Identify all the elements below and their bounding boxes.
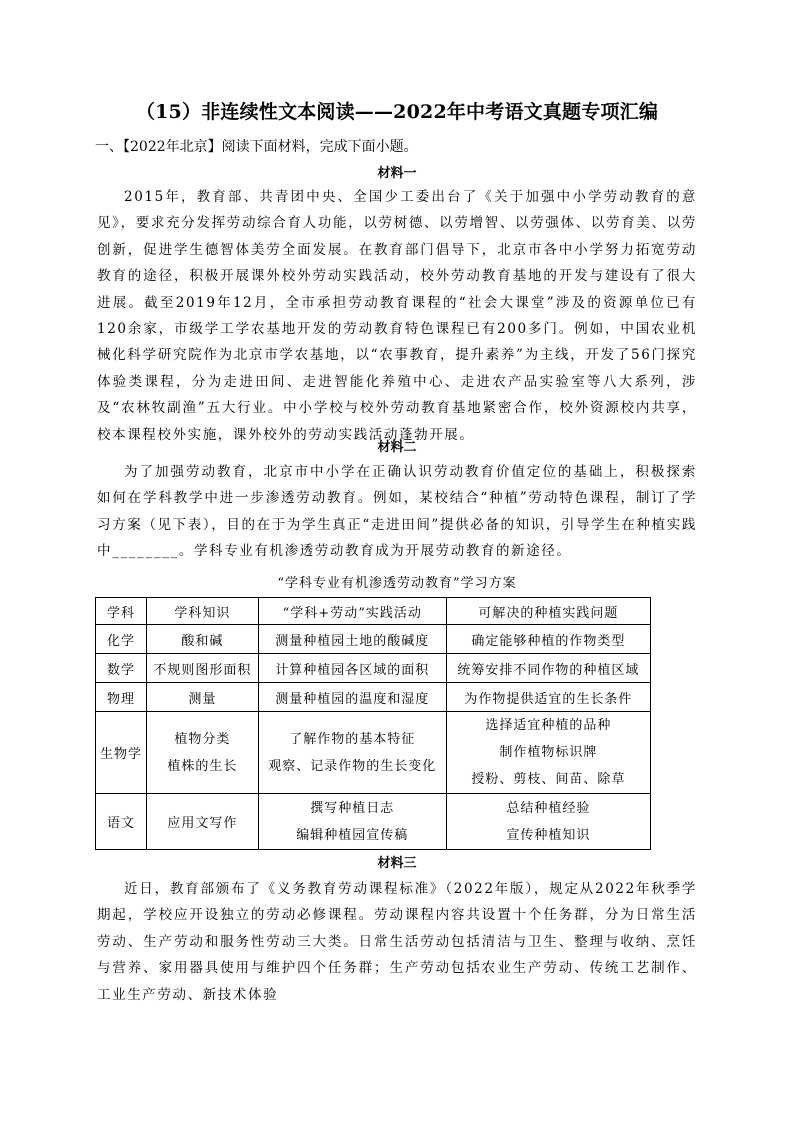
knowledge-cell: 应用文写作 xyxy=(146,794,258,850)
material-1-heading: 材料一 xyxy=(377,166,417,181)
knowledge-line: 植物分类 xyxy=(174,731,231,747)
activity-cell xyxy=(258,712,446,794)
activity-line: 了解作物的基本特征 xyxy=(289,731,416,747)
knowledge-cell: 不规则图形面积 xyxy=(146,654,258,683)
table-row xyxy=(96,794,651,850)
table-row xyxy=(96,712,651,794)
table-row xyxy=(96,654,651,683)
header-cell: 可解决的种植实践问题 xyxy=(446,598,650,625)
problem-cell: 确定能够种植的作物类型 xyxy=(446,625,650,654)
subject-cell: 化学 xyxy=(96,625,147,654)
table-row xyxy=(96,683,651,712)
material-3-text: 近日，教育部颁布了《义务教育劳动课程标准》（2022年版），规定从2022年秋季学期起，学校应开设独立的劳动必修课程。劳动课程内容共设置十个任务群，分为日常生活劳动、生产劳动和服务性劳动三大类。日常生活劳动包括清洁与卫生、整理与收纳、烹饪与营养、家用器具使用与维护四个任务群；生产劳动包括农业生产劳动、传统工艺制作、工业生产劳动、新技术体验 xyxy=(97,881,697,1003)
table-header-row xyxy=(96,598,651,625)
subject-cell: 数学 xyxy=(96,654,147,683)
page-title: （15）非连续性文本阅读——2022年中考语文真题专项汇编 xyxy=(135,101,659,123)
problem-line: 制作植物标识牌 xyxy=(499,745,598,760)
activity-cell: 测量种植园土地的酸碱度 xyxy=(258,625,446,654)
problem-cell xyxy=(446,794,650,850)
subject-cell: 生物学 xyxy=(96,712,147,794)
activity-line: 观察、记录作物的生长变化 xyxy=(268,758,437,774)
activity-line: 编辑种植园宣传稿 xyxy=(296,827,409,843)
header-cell: “学科+劳动”实践活动 xyxy=(258,598,446,625)
table-caption: “学科专业有机渗透劳动教育”学习方案 xyxy=(277,576,517,591)
knowledge-cell xyxy=(146,712,258,794)
activity-cell xyxy=(258,794,446,850)
table-row xyxy=(96,625,651,654)
material-2-heading: 材料二 xyxy=(377,440,417,455)
activity-cell: 计算种植园各区域的面积 xyxy=(258,654,446,683)
knowledge-cell: 测量 xyxy=(146,683,258,712)
material-2-text: 为了加强劳动教育，北京市中小学在正确认识劳动教育价值定位的基础上，积极探索如何在学科教学中进一步渗透劳动教育。例如，某校结合“种植”劳动特色课程，制订了学习方案（见下表），目的在于为学生真正“走进田间”提供必备的知识，引导学生在种植实践中________。学科专业有机渗透劳动教育成为开展劳动教育的新途径。 xyxy=(97,464,697,560)
knowledge-line: 植株的生长 xyxy=(167,758,238,774)
problem-cell: 统筹安排不同作物的种植区域 xyxy=(446,654,650,683)
problem-cell xyxy=(446,712,650,794)
problem-cell: 为作物提供适宜的生长条件 xyxy=(446,683,650,712)
subject-cell: 物理 xyxy=(96,683,147,712)
header-cell: 学科知识 xyxy=(146,598,258,625)
material-3-heading: 材料三 xyxy=(377,856,417,871)
question-heading: 一、【2022年北京】阅读下面材料，完成下面小题。 xyxy=(95,139,418,155)
subject-cell: 语文 xyxy=(96,794,147,850)
activity-line: 撰写种植日志 xyxy=(310,800,395,816)
material-1-text: 2015年，教育部、共青团中央、全国少工委出台了《关于加强中小学劳动教育的意见》，要求充分发挥劳动综合育人功能，以劳树德、以劳增智、以劳强体、以劳育美、以劳创新，促进学生德智体美劳全面发展。在教育部门倡导下，北京市各中小学努力拓宽劳动教育的途径，积极开展课外校外劳动实践活动，校外劳动教育基地的开发与建设有了很大进展。截至2019年12月，全市承担劳动教育课程的“社会大课堂”涉及的资源单位已有120余家，市级学工学农基地开发的劳动教育特色课程已有200多门。例如，中国农业机械化科学研究院作为北京市学农基地，以“农事教育，提升素养”为主线，开发了56门探究体验类课程，分为走进田间、走进智能化养殖中心、走进农产品实验室等八大系列，涉及“农林牧副渔”五大行业。中小学校与校外劳动教育基地紧密合作，校外资源校内共享，校本课程校外实施，课外校外的劳动实践活动蓬勃开展。 xyxy=(97,189,697,443)
header-cell: 学科 xyxy=(96,598,147,625)
knowledge-cell: 酸和碱 xyxy=(146,625,258,654)
problem-line: 授粉、剪枝、间苗、除草 xyxy=(471,772,626,787)
problem-line: 选择适宜种植的品种 xyxy=(485,718,612,733)
learning-plan-table xyxy=(95,597,651,850)
problem-line: 宣传种植知识 xyxy=(506,827,591,843)
activity-cell: 测量种植园的温度和湿度 xyxy=(258,683,446,712)
problem-line: 总结种植经验 xyxy=(506,800,591,816)
